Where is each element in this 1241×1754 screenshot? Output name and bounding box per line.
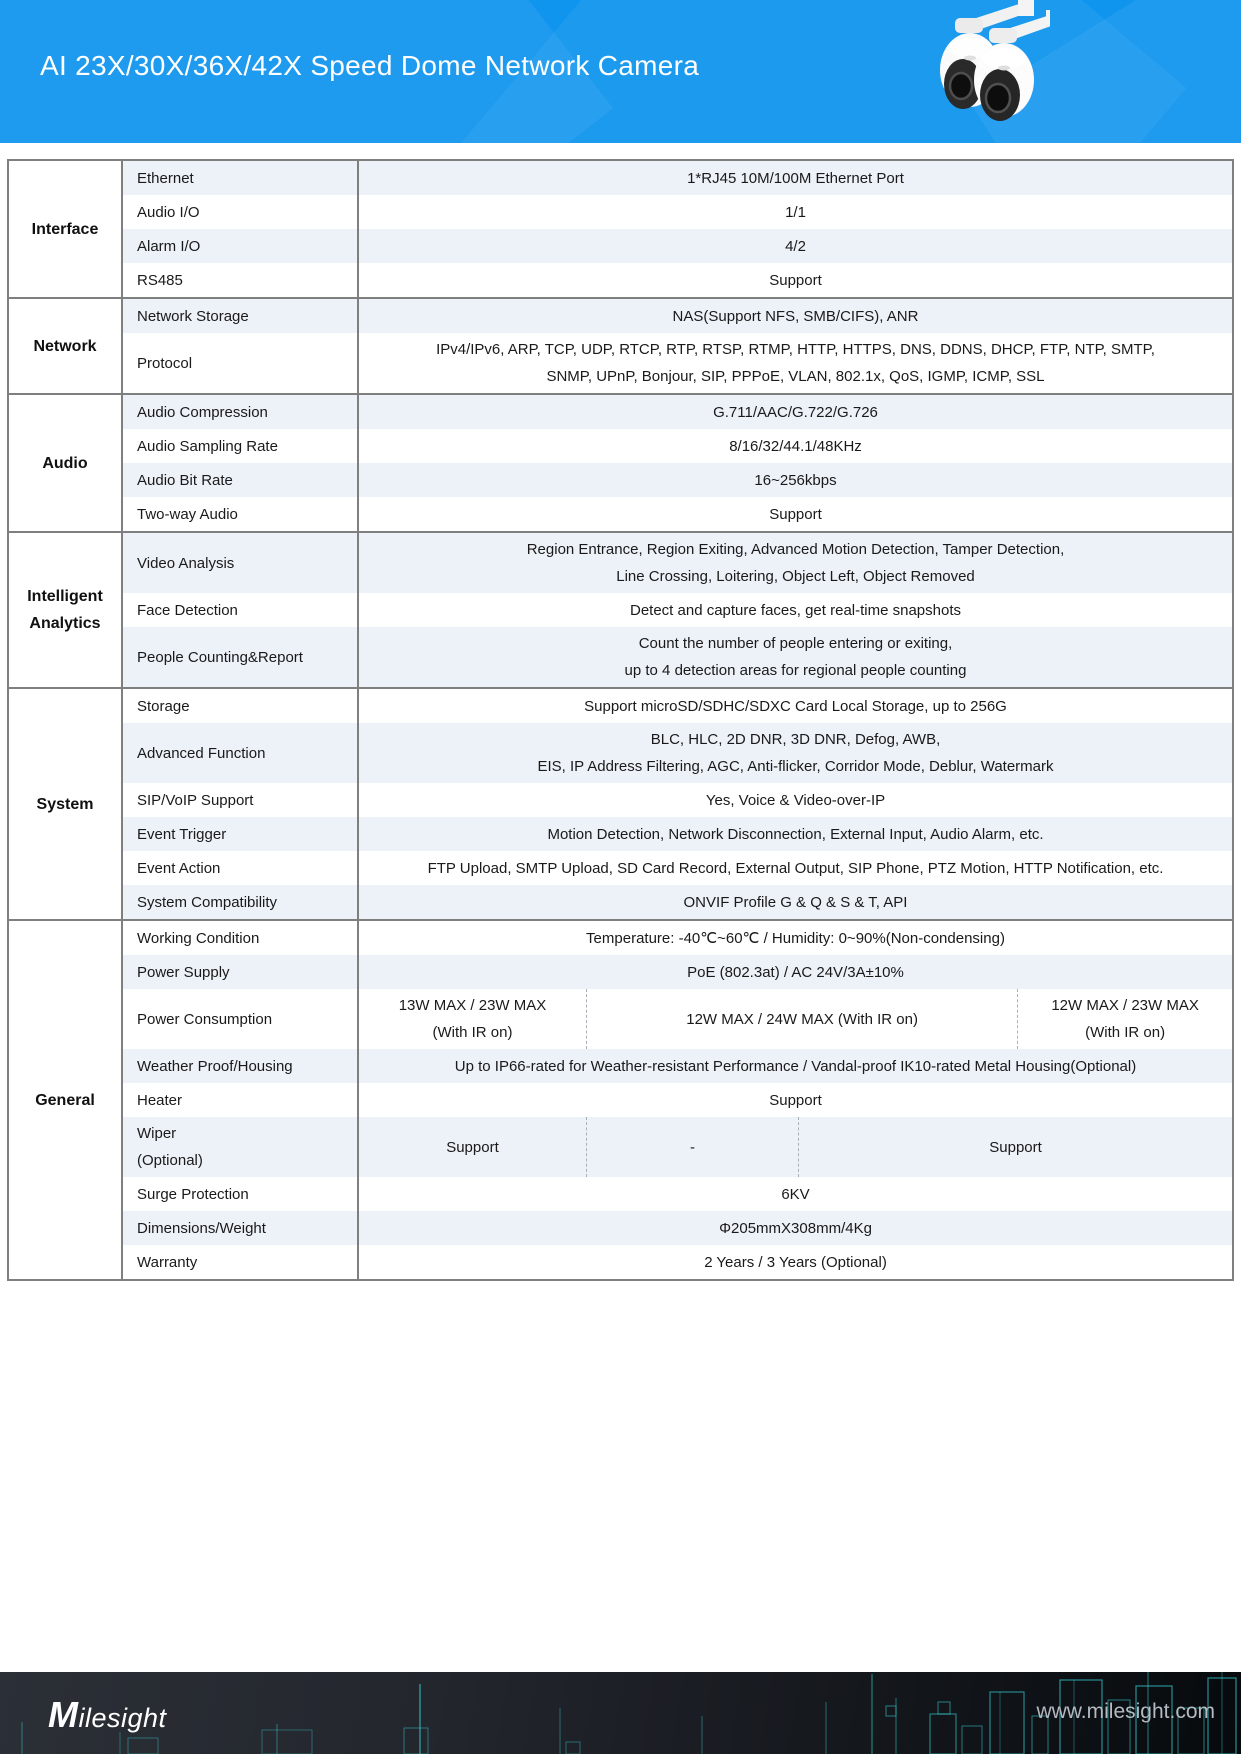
spec-label [123,921,359,955]
spec-label [123,955,359,989]
spec-value [359,593,1232,627]
section-name [9,395,123,531]
text-line: Audio [42,454,88,472]
text-line: Network [33,337,97,355]
text-line: 16~256kbps [754,471,837,489]
spec-label [123,723,359,783]
text-line: People Counting&Report [137,648,303,666]
spec-row [123,783,1232,817]
text-line: Detect and capture faces, get real-time snapshots [629,601,961,619]
text-line: Audio Sampling Rate [137,437,278,455]
spec-value [359,1177,1232,1211]
text-line: 4/2 [785,237,806,255]
spec-value [359,1049,1232,1083]
text-line: Up to IP66-rated for Weather-resistant Performance / Vandal-proof IK10-rated Metal Housing(Optional) [454,1057,1137,1075]
spec-row [123,497,1232,531]
text-line: Dimensions/Weight [137,1219,266,1237]
spec-value-split [359,1117,1232,1177]
spec-value [359,333,1232,393]
text-line: (With IR on) [1085,1024,1166,1041]
spec-row [123,463,1232,497]
text-line: Storage [137,697,190,715]
text-line: SIP/VoIP Support [137,791,254,809]
section-rows [123,533,1232,687]
page-title: AI 23X/30X/36X/42X Speed Dome Network Camera [40,50,700,81]
text-line: Video Analysis [137,554,235,572]
spec-label [123,395,359,429]
spec-row [123,851,1232,885]
header-banner [0,0,1241,143]
text-line: PoE (802.3at) / AC 24V/3A±10% [687,963,904,981]
spec-row [123,627,1232,687]
text-line: Protocol [137,354,193,372]
text-line: Line Crossing, Loitering, Object Left, Object Removed [616,568,975,585]
website-url: www.milesight.com [1036,1700,1215,1723]
spec-value [359,195,1232,229]
section-rows [123,689,1232,919]
text-line: Support microSD/SDHC/SDXC Card Local Storage, up to 256G [584,697,1007,715]
spec-value [359,885,1232,919]
spec-row [123,533,1232,593]
spec-value [359,497,1232,531]
spec-value [359,395,1232,429]
spec-value [359,1211,1232,1245]
section-rows [123,299,1232,393]
spec-label [123,429,359,463]
spec-row [123,989,1232,1049]
spec-section [9,919,1232,1279]
spec-section [9,161,1232,297]
text-line: Wiper [137,1125,177,1142]
text-line: IPv4/IPv6, ARP, TCP, UDP, RTCP, RTP, RTSP, RTMP, HTTP, HTTPS, DNS, DDNS, DHCP, FTP, NTP, SMTP, [436,341,1155,358]
section-rows [123,395,1232,531]
section-rows [123,161,1232,297]
spec-label [123,533,359,593]
spec-label [123,627,359,687]
text-line: Event Trigger [137,825,227,843]
spec-row [123,195,1232,229]
text-line: Analytics [29,615,101,632]
spec-value-cell [1017,989,1232,1049]
spec-row [123,689,1232,723]
text-line: SNMP, UPnP, Bonjour, SIP, PPPoE, VLAN, 802.1x, QoS, IGMP, ICMP, SSL [546,368,1045,385]
text-line: Heater [137,1091,183,1109]
text-line: General [35,1091,95,1109]
spec-label [123,1245,359,1279]
spec-row [123,1211,1232,1245]
spec-label [123,989,359,1049]
spec-label [123,1083,359,1117]
text-line: 13W MAX / 23W MAX [398,997,547,1014]
spec-row [123,429,1232,463]
text-line: Event Action [137,859,221,877]
spec-row [123,921,1232,955]
spec-row [123,1177,1232,1211]
spec-label [123,783,359,817]
spec-value [359,723,1232,783]
spec-table [7,159,1234,1281]
spec-row [123,263,1232,297]
spec-value [359,689,1232,723]
text-line: System [36,795,94,813]
text-line: Power Supply [137,963,230,981]
spec-row [123,885,1232,919]
spec-row [123,1083,1232,1117]
spec-value [359,463,1232,497]
text-line: 12W MAX / 23W MAX [1051,997,1199,1014]
text-line: 8/16/32/44.1/48KHz [729,437,862,455]
spec-label [123,1211,359,1245]
text-line: Audio Compression [137,403,268,421]
spec-label [123,497,359,531]
spec-row [123,817,1232,851]
logo-initial: M [48,1694,79,1735]
spec-label [123,851,359,885]
text-line: Power Consumption [137,1010,273,1028]
spec-label [123,885,359,919]
text-line: Support [989,1138,1042,1156]
product-image-speed-dome-cameras [928,0,1050,130]
spec-value [359,1245,1232,1279]
section-name [9,533,123,687]
spec-value [359,921,1232,955]
spec-row [123,395,1232,429]
text-line: Audio Bit Rate [137,471,233,489]
text-line: Network Storage [137,307,249,325]
spec-row [123,955,1232,989]
section-name [9,689,123,919]
spec-row [123,593,1232,627]
spec-label [123,1177,359,1211]
spec-row [123,333,1232,393]
spec-value [359,263,1232,297]
spec-label [123,333,359,393]
spec-row [123,161,1232,195]
logo-rest: ilesight [78,1703,167,1733]
text-line: 6KV [781,1185,810,1203]
text-line: Two-way Audio [137,505,238,523]
text-line: Working Condition [137,929,260,947]
footer-band [0,1672,1241,1754]
spec-section [9,393,1232,531]
milesight-logo [48,1694,167,1736]
text-line: - [690,1138,696,1156]
text-line: BLC, HLC, 2D DNR, 3D DNR, Defog, AWB, [650,731,941,748]
spec-label [123,593,359,627]
text-line: Support [769,271,822,289]
text-line: Yes, Voice & Video-over-IP [705,791,886,809]
spec-value-cell [586,1117,798,1177]
text-line: Support [769,1091,822,1109]
text-line: Support [769,505,822,523]
spec-label [123,689,359,723]
spec-label [123,263,359,297]
text-line: Count the number of people entering or exiting, [638,635,953,652]
spec-value [359,229,1232,263]
spec-value [359,161,1232,195]
spec-section [9,531,1232,687]
text-line: Warranty [137,1253,198,1271]
text-line: 12W MAX / 24W MAX (With IR on) [686,1010,918,1028]
spec-row [123,229,1232,263]
section-name [9,921,123,1279]
spec-value [359,533,1232,593]
text-line: FTP Upload, SMTP Upload, SD Card Record, External Output, SIP Phone, PTZ Motion, HTTP Notification, etc. [427,859,1164,877]
text-line: 1*RJ45 10M/100M Ethernet Port [687,169,904,187]
spec-row [123,299,1232,333]
section-rows [123,921,1232,1279]
text-line: Alarm I/O [137,237,201,255]
spec-value [359,429,1232,463]
text-line: ONVIF Profile G & Q & S & T, API [683,893,908,911]
text-line: Temperature: -40℃~60℃ / Humidity: 0~90%(Non-condensing) [586,929,1005,947]
section-name [9,161,123,297]
text-line: NAS(Support NFS, SMB/CIFS), ANR [672,307,919,325]
spec-row [123,1117,1232,1177]
text-line: Surge Protection [137,1185,249,1203]
spec-value [359,817,1232,851]
text-line: Ethernet [137,169,194,187]
spec-value [359,783,1232,817]
spec-label [123,1117,359,1177]
spec-label [123,1049,359,1083]
text-line: 2 Years / 3 Years (Optional) [704,1253,887,1271]
spec-section [9,297,1232,393]
spec-label [123,817,359,851]
text-line: Intelligent [27,588,103,605]
spec-row [123,723,1232,783]
spec-value [359,851,1232,885]
spec-value [359,627,1232,687]
text-line: Audio I/O [137,203,200,221]
spec-row [123,1049,1232,1083]
text-line: Support [446,1138,499,1156]
spec-value-cell [586,989,1017,1049]
spec-label [123,463,359,497]
text-line: RS485 [137,271,183,289]
spec-label [123,299,359,333]
spec-row [123,1245,1232,1279]
section-name [9,299,123,393]
spec-value-cell [359,989,586,1049]
spec-value [359,955,1232,989]
spec-value-split [359,989,1232,1049]
text-line: up to 4 detection areas for regional people counting [624,662,967,679]
text-line: System Compatibility [137,893,278,911]
text-line: Face Detection [137,601,238,619]
text-line: Φ205mmX308mm/4Kg [719,1219,872,1237]
spec-value [359,299,1232,333]
text-line: Motion Detection, Network Disconnection, External Input, Audio Alarm, etc. [547,825,1044,843]
spec-label [123,229,359,263]
text-line: Advanced Function [137,744,266,762]
text-line: (With IR on) [432,1024,513,1041]
spec-value-cell [798,1117,1232,1177]
text-line: (Optional) [137,1152,203,1169]
spec-label [123,195,359,229]
text-line: Region Entrance, Region Exiting, Advanced Motion Detection, Tamper Detection, [526,541,1065,558]
text-line: G.711/AAC/G.722/G.726 [713,403,878,421]
text-line: Weather Proof/Housing [137,1057,293,1075]
spec-label [123,161,359,195]
spec-value-cell [359,1117,586,1177]
spec-value [359,1083,1232,1117]
text-line: EIS, IP Address Filtering, AGC, Anti-flicker, Corridor Mode, Deblur, Watermark [537,758,1054,775]
text-line: 1/1 [785,203,806,221]
text-line: Interface [31,220,99,238]
spec-section [9,687,1232,919]
